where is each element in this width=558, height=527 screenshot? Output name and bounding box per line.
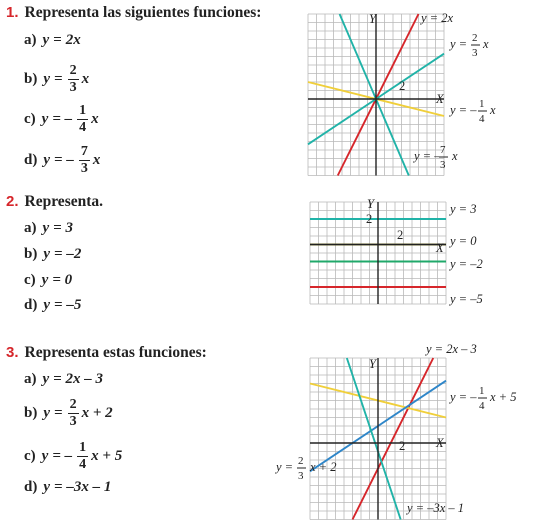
- svg-text:x: x: [490, 103, 496, 117]
- label-y-0: y = 0: [450, 234, 477, 248]
- svg-text:y = –: y = –: [450, 103, 477, 117]
- equation-text: y: [41, 111, 49, 127]
- exercise-item: [24, 371, 106, 388]
- equation-text: y: [42, 371, 50, 387]
- label-y-neg-3x-minus-1: y = –3x – 1: [407, 501, 465, 515]
- axes: [310, 358, 446, 520]
- equation-text: y: [43, 152, 51, 168]
- equation-text: = –: [52, 448, 73, 464]
- equation-text: =: [54, 71, 63, 87]
- exercise-item: [24, 398, 114, 429]
- exercise-item: [24, 32, 82, 49]
- equation-text: y: [43, 71, 51, 87]
- exercise-title-text: Representa.: [24, 193, 104, 210]
- denominator: 4: [79, 457, 87, 472]
- graph-exercise-1: [300, 8, 555, 180]
- exercise-item: [24, 220, 76, 237]
- svg-text:2: 2: [298, 455, 304, 467]
- exercise-title-text: Representa las siguientes funciones:: [24, 4, 262, 21]
- item-label: a): [24, 32, 37, 48]
- equation-text: = –: [52, 111, 73, 127]
- svg-text:3: 3: [472, 47, 478, 59]
- x-axis-label: X: [436, 241, 444, 255]
- numerator: 2: [69, 63, 77, 78]
- equation-text: = –2: [54, 246, 82, 262]
- svg-text:4: 4: [479, 400, 485, 412]
- equation-text: y: [42, 220, 50, 236]
- equation: [42, 64, 90, 95]
- equation-text: y: [43, 246, 51, 262]
- equation-text: = –5: [54, 297, 82, 313]
- graph-exercise-3: [272, 340, 556, 520]
- item-label: d): [24, 152, 38, 168]
- equation-text: y: [41, 272, 49, 288]
- exercise-item: [24, 104, 100, 135]
- svg-text:y = 2x: y = 2x: [421, 11, 454, 25]
- equation: [42, 371, 106, 388]
- y-axis-label: Y: [369, 357, 376, 371]
- tick-label-x: 2: [397, 228, 404, 242]
- svg-text:2: 2: [472, 32, 478, 44]
- x-axis-label: X: [436, 436, 444, 450]
- label-y-2x: [419, 11, 453, 25]
- equation: [42, 297, 84, 314]
- equation-text: y: [43, 297, 51, 313]
- exercise-item: [24, 479, 114, 496]
- label-y-2-3x: [448, 32, 489, 59]
- equation-text: x: [91, 111, 99, 127]
- tick-label: 2: [399, 439, 406, 453]
- fraction: [68, 64, 79, 95]
- item-label: d): [24, 479, 38, 495]
- exercise-3-title: [6, 344, 207, 362]
- exercise-item: [24, 246, 84, 263]
- label-y-neg-5: y = –5: [450, 292, 483, 306]
- equation-text: x: [81, 71, 90, 87]
- equation-text: y: [43, 479, 51, 495]
- numerator: 7: [80, 144, 88, 159]
- svg-text:y = –: y = –: [414, 149, 441, 163]
- equation-text: x: [92, 152, 101, 168]
- equation-text: =: [54, 405, 63, 421]
- denominator: 4: [79, 120, 87, 135]
- numerator: 1: [79, 440, 87, 455]
- svg-text:x: x: [483, 37, 489, 51]
- numerator: 2: [69, 397, 77, 412]
- item-label: b): [24, 71, 38, 87]
- item-label: c): [24, 272, 36, 288]
- item-label: d): [24, 297, 38, 313]
- equation-text: = –: [54, 152, 74, 168]
- equation-text: y: [42, 32, 50, 48]
- item-label: a): [24, 371, 37, 387]
- equation-text: = 2x – 3: [53, 371, 103, 387]
- exercise-item: [24, 297, 84, 314]
- exercise-number: 1.: [6, 4, 19, 21]
- fraction: [79, 145, 90, 176]
- equation-text: y: [43, 405, 51, 421]
- svg-text:y = –: y = –: [450, 390, 477, 404]
- y-axis-label: Y: [367, 197, 374, 211]
- equation-text: 2x: [65, 32, 81, 48]
- denominator: 3: [69, 414, 77, 429]
- exercise-title-text: Representa estas funciones:: [24, 344, 207, 361]
- fraction: [77, 104, 88, 135]
- item-label: b): [24, 405, 38, 421]
- svg-text:x + 5: x + 5: [490, 390, 517, 404]
- graph-exercise-2: [300, 196, 555, 314]
- item-label: b): [24, 246, 38, 262]
- numerator: 1: [79, 103, 87, 118]
- equation: [42, 32, 82, 49]
- svg-text:7: 7: [440, 144, 446, 156]
- x-axis-label: X: [436, 92, 444, 106]
- label-y-3: y = 3: [450, 202, 477, 216]
- exercise-item: [24, 441, 123, 472]
- exercise-item: [24, 64, 90, 95]
- tick-label: 2: [399, 79, 406, 93]
- equation-text: y: [41, 448, 49, 464]
- equation: [42, 220, 76, 237]
- svg-text:4: 4: [479, 113, 485, 125]
- equation: [42, 145, 101, 176]
- y-axis-label: Y: [369, 12, 376, 26]
- equation-text: =: [53, 32, 62, 48]
- svg-text:x + 2: x + 2: [310, 460, 337, 474]
- tick-label-y: 2: [366, 212, 373, 226]
- item-label: c): [24, 111, 36, 127]
- svg-text:3: 3: [298, 470, 304, 482]
- label-y-neg-1-4x: [448, 98, 496, 125]
- fraction: [68, 398, 79, 429]
- exercise-item: [24, 145, 101, 176]
- exercise-2-title: [6, 193, 103, 211]
- equation: [41, 441, 124, 472]
- exercise-item: [24, 272, 75, 289]
- exercise-1-title: [6, 4, 261, 22]
- svg-text:x: x: [452, 149, 458, 163]
- fraction: [77, 441, 88, 472]
- equation-text: = –3x – 1: [54, 479, 112, 495]
- equation: [41, 272, 75, 289]
- equation: [41, 104, 100, 135]
- equation: [42, 479, 114, 496]
- exercise-number: 3.: [6, 344, 19, 361]
- label-y-neg-1-4x-plus-5: [448, 385, 516, 412]
- equation-text: x + 5: [91, 448, 123, 464]
- svg-text:3: 3: [440, 159, 446, 171]
- svg-text:y =: y =: [276, 460, 294, 474]
- exercise-number: 2.: [6, 193, 19, 210]
- svg-text:1: 1: [479, 98, 485, 110]
- label-y-neg-2: y = –2: [450, 257, 483, 271]
- label-y-2x-minus-3: y = 2x – 3: [426, 342, 477, 356]
- equation-text: = 3: [53, 220, 73, 236]
- equation-text: = 0: [52, 272, 73, 288]
- item-label: c): [24, 448, 36, 464]
- denominator: 3: [69, 80, 77, 95]
- equation: [42, 398, 113, 429]
- denominator: 3: [80, 161, 88, 176]
- equation: [42, 246, 84, 263]
- svg-text:y =: y =: [450, 37, 468, 51]
- equation-text: x + 2: [81, 405, 113, 421]
- svg-text:1: 1: [479, 385, 485, 397]
- item-label: a): [24, 220, 37, 236]
